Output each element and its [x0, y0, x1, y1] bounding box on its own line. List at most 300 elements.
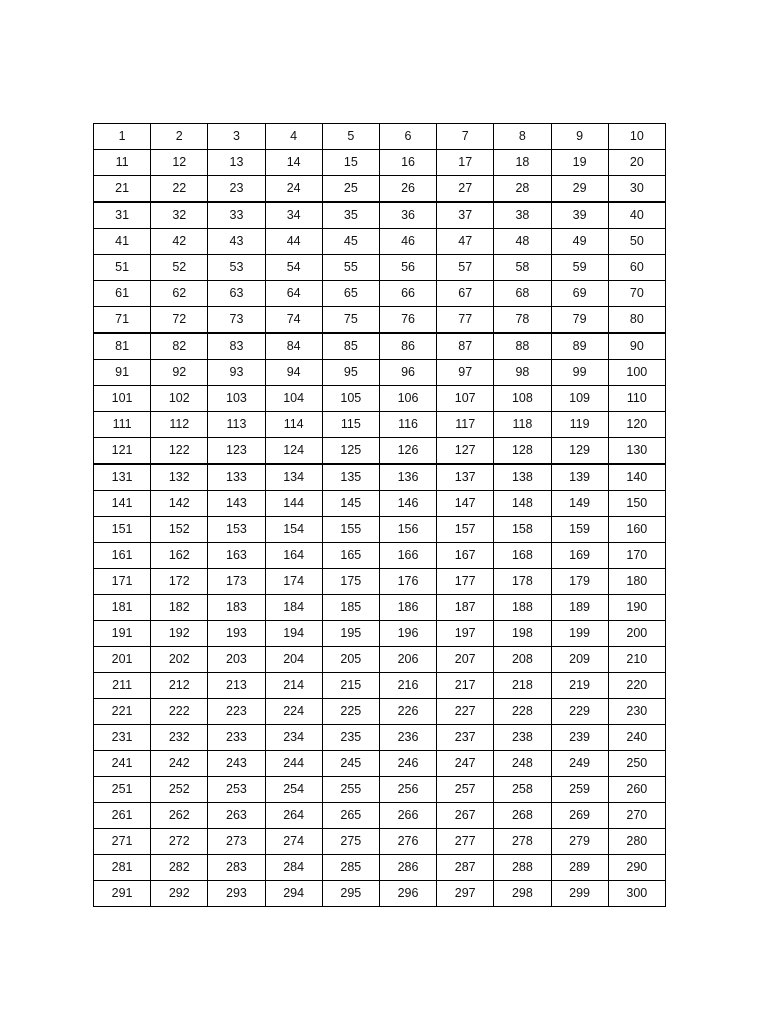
- table-cell: 299: [551, 881, 608, 907]
- table-cell: 223: [208, 699, 265, 725]
- table-cell: 14: [265, 150, 322, 176]
- table-cell: 137: [437, 464, 494, 491]
- table-cell: 38: [494, 202, 551, 229]
- table-cell: 136: [379, 464, 436, 491]
- table-cell: 32: [151, 202, 208, 229]
- table-row: [94, 150, 666, 176]
- table-cell: 92: [151, 360, 208, 386]
- table-cell: 40: [608, 202, 665, 229]
- table-cell: 73: [208, 307, 265, 334]
- table-cell: 250: [608, 751, 665, 777]
- table-cell: 133: [208, 464, 265, 491]
- table-row: [94, 647, 666, 673]
- table-cell: 242: [151, 751, 208, 777]
- table-cell: 142: [151, 491, 208, 517]
- table-cell: 108: [494, 386, 551, 412]
- table-cell: 139: [551, 464, 608, 491]
- table-row: [94, 333, 666, 360]
- table-cell: 54: [265, 255, 322, 281]
- table-cell: 211: [94, 673, 151, 699]
- table-cell: 225: [322, 699, 379, 725]
- table-cell: 114: [265, 412, 322, 438]
- table-cell: 172: [151, 569, 208, 595]
- table-cell: 212: [151, 673, 208, 699]
- table-cell: 17: [437, 150, 494, 176]
- table-row: [94, 699, 666, 725]
- table-cell: 39: [551, 202, 608, 229]
- table-cell: 34: [265, 202, 322, 229]
- table-cell: 236: [379, 725, 436, 751]
- table-row: [94, 386, 666, 412]
- table-cell: 135: [322, 464, 379, 491]
- table-cell: 282: [151, 855, 208, 881]
- table-cell: 291: [94, 881, 151, 907]
- table-cell: 78: [494, 307, 551, 334]
- table-cell: 193: [208, 621, 265, 647]
- table-cell: 125: [322, 438, 379, 465]
- table-cell: 287: [437, 855, 494, 881]
- table-cell: 95: [322, 360, 379, 386]
- table-cell: 7: [437, 124, 494, 150]
- table-row: [94, 307, 666, 334]
- table-cell: 27: [437, 176, 494, 203]
- table-cell: 41: [94, 229, 151, 255]
- table-cell: 200: [608, 621, 665, 647]
- table-row: [94, 595, 666, 621]
- table-cell: 206: [379, 647, 436, 673]
- table-cell: 37: [437, 202, 494, 229]
- table-cell: 235: [322, 725, 379, 751]
- table-row: [94, 777, 666, 803]
- table-cell: 104: [265, 386, 322, 412]
- table-cell: 187: [437, 595, 494, 621]
- table-cell: 107: [437, 386, 494, 412]
- table-row: [94, 673, 666, 699]
- table-row: [94, 491, 666, 517]
- table-cell: 28: [494, 176, 551, 203]
- table-cell: 292: [151, 881, 208, 907]
- table-cell: 239: [551, 725, 608, 751]
- table-cell: 15: [322, 150, 379, 176]
- table-cell: 140: [608, 464, 665, 491]
- table-cell: 12: [151, 150, 208, 176]
- table-cell: 8: [494, 124, 551, 150]
- table-cell: 105: [322, 386, 379, 412]
- table-cell: 154: [265, 517, 322, 543]
- table-cell: 272: [151, 829, 208, 855]
- table-cell: 48: [494, 229, 551, 255]
- table-cell: 99: [551, 360, 608, 386]
- table-cell: 276: [379, 829, 436, 855]
- table-cell: 116: [379, 412, 436, 438]
- table-cell: 112: [151, 412, 208, 438]
- table-cell: 186: [379, 595, 436, 621]
- table-cell: 257: [437, 777, 494, 803]
- table-cell: 103: [208, 386, 265, 412]
- table-cell: 141: [94, 491, 151, 517]
- table-cell: 220: [608, 673, 665, 699]
- table-cell: 158: [494, 517, 551, 543]
- table-row: [94, 621, 666, 647]
- table-cell: 146: [379, 491, 436, 517]
- table-cell: 53: [208, 255, 265, 281]
- table-cell: 249: [551, 751, 608, 777]
- table-cell: 134: [265, 464, 322, 491]
- table-cell: 81: [94, 333, 151, 360]
- table-cell: 59: [551, 255, 608, 281]
- table-cell: 26: [379, 176, 436, 203]
- table-cell: 238: [494, 725, 551, 751]
- table-cell: 132: [151, 464, 208, 491]
- table-cell: 113: [208, 412, 265, 438]
- table-cell: 277: [437, 829, 494, 855]
- table-cell: 97: [437, 360, 494, 386]
- table-cell: 76: [379, 307, 436, 334]
- table-cell: 178: [494, 569, 551, 595]
- table-cell: 50: [608, 229, 665, 255]
- table-cell: 269: [551, 803, 608, 829]
- table-cell: 217: [437, 673, 494, 699]
- table-cell: 64: [265, 281, 322, 307]
- table-cell: 230: [608, 699, 665, 725]
- table-cell: 185: [322, 595, 379, 621]
- table-cell: 188: [494, 595, 551, 621]
- table-cell: 241: [94, 751, 151, 777]
- table-cell: 215: [322, 673, 379, 699]
- table-row: [94, 124, 666, 150]
- table-cell: 254: [265, 777, 322, 803]
- table-cell: 10: [608, 124, 665, 150]
- table-cell: 79: [551, 307, 608, 334]
- table-cell: 232: [151, 725, 208, 751]
- table-cell: 285: [322, 855, 379, 881]
- table-cell: 196: [379, 621, 436, 647]
- table-cell: 222: [151, 699, 208, 725]
- table-cell: 240: [608, 725, 665, 751]
- table-cell: 44: [265, 229, 322, 255]
- table-cell: 149: [551, 491, 608, 517]
- table-row: [94, 229, 666, 255]
- table-row: [94, 202, 666, 229]
- table-row: [94, 751, 666, 777]
- table-cell: 244: [265, 751, 322, 777]
- table-cell: 179: [551, 569, 608, 595]
- table-cell: 224: [265, 699, 322, 725]
- table-cell: 168: [494, 543, 551, 569]
- table-cell: 88: [494, 333, 551, 360]
- table-cell: 184: [265, 595, 322, 621]
- table-cell: 245: [322, 751, 379, 777]
- table-cell: 52: [151, 255, 208, 281]
- table-cell: 6: [379, 124, 436, 150]
- table-cell: 279: [551, 829, 608, 855]
- table-cell: 252: [151, 777, 208, 803]
- table-cell: 66: [379, 281, 436, 307]
- table-cell: 128: [494, 438, 551, 465]
- table-cell: 289: [551, 855, 608, 881]
- table-cell: 189: [551, 595, 608, 621]
- table-row: [94, 543, 666, 569]
- table-cell: 286: [379, 855, 436, 881]
- table-cell: 35: [322, 202, 379, 229]
- table-cell: 270: [608, 803, 665, 829]
- table-cell: 202: [151, 647, 208, 673]
- table-row: [94, 569, 666, 595]
- table-cell: 192: [151, 621, 208, 647]
- table-cell: 93: [208, 360, 265, 386]
- table-cell: 11: [94, 150, 151, 176]
- table-cell: 251: [94, 777, 151, 803]
- table-cell: 273: [208, 829, 265, 855]
- table-row: [94, 412, 666, 438]
- table-cell: 5: [322, 124, 379, 150]
- table-cell: 205: [322, 647, 379, 673]
- table-cell: 166: [379, 543, 436, 569]
- table-cell: 119: [551, 412, 608, 438]
- table-cell: 9: [551, 124, 608, 150]
- table-cell: 102: [151, 386, 208, 412]
- table-cell: 167: [437, 543, 494, 569]
- table-cell: 62: [151, 281, 208, 307]
- table-cell: 169: [551, 543, 608, 569]
- table-cell: 259: [551, 777, 608, 803]
- table-cell: 75: [322, 307, 379, 334]
- table-cell: 30: [608, 176, 665, 203]
- table-cell: 174: [265, 569, 322, 595]
- table-cell: 201: [94, 647, 151, 673]
- table-cell: 98: [494, 360, 551, 386]
- number-table: [93, 123, 666, 907]
- table-cell: 177: [437, 569, 494, 595]
- table-cell: 46: [379, 229, 436, 255]
- table-cell: 143: [208, 491, 265, 517]
- table-cell: 20: [608, 150, 665, 176]
- table-cell: 25: [322, 176, 379, 203]
- table-cell: 219: [551, 673, 608, 699]
- table-cell: 170: [608, 543, 665, 569]
- table-cell: 109: [551, 386, 608, 412]
- table-cell: 181: [94, 595, 151, 621]
- table-cell: 268: [494, 803, 551, 829]
- table-cell: 294: [265, 881, 322, 907]
- table-cell: 197: [437, 621, 494, 647]
- table-cell: 70: [608, 281, 665, 307]
- table-cell: 298: [494, 881, 551, 907]
- table-cell: 221: [94, 699, 151, 725]
- table-cell: 74: [265, 307, 322, 334]
- table-cell: 300: [608, 881, 665, 907]
- table-cell: 256: [379, 777, 436, 803]
- table-cell: 266: [379, 803, 436, 829]
- table-cell: 131: [94, 464, 151, 491]
- table-cell: 122: [151, 438, 208, 465]
- table-cell: 293: [208, 881, 265, 907]
- table-cell: 72: [151, 307, 208, 334]
- table-cell: 36: [379, 202, 436, 229]
- table-cell: 199: [551, 621, 608, 647]
- table-cell: 171: [94, 569, 151, 595]
- table-cell: 182: [151, 595, 208, 621]
- table-row: [94, 464, 666, 491]
- table-cell: 96: [379, 360, 436, 386]
- table-cell: 190: [608, 595, 665, 621]
- table-cell: 152: [151, 517, 208, 543]
- table-cell: 160: [608, 517, 665, 543]
- table-cell: 176: [379, 569, 436, 595]
- table-cell: 150: [608, 491, 665, 517]
- table-cell: 67: [437, 281, 494, 307]
- table-cell: 65: [322, 281, 379, 307]
- table-cell: 204: [265, 647, 322, 673]
- table-cell: 297: [437, 881, 494, 907]
- table-cell: 203: [208, 647, 265, 673]
- table-cell: 111: [94, 412, 151, 438]
- table-cell: 263: [208, 803, 265, 829]
- table-cell: 262: [151, 803, 208, 829]
- table-row: [94, 803, 666, 829]
- table-cell: 283: [208, 855, 265, 881]
- table-cell: 101: [94, 386, 151, 412]
- table-cell: 288: [494, 855, 551, 881]
- table-cell: 19: [551, 150, 608, 176]
- table-cell: 22: [151, 176, 208, 203]
- table-cell: 265: [322, 803, 379, 829]
- table-cell: 18: [494, 150, 551, 176]
- table-cell: 155: [322, 517, 379, 543]
- table-cell: 106: [379, 386, 436, 412]
- table-cell: 243: [208, 751, 265, 777]
- table-cell: 258: [494, 777, 551, 803]
- table-cell: 55: [322, 255, 379, 281]
- table-cell: 147: [437, 491, 494, 517]
- table-cell: 261: [94, 803, 151, 829]
- table-cell: 237: [437, 725, 494, 751]
- table-cell: 274: [265, 829, 322, 855]
- table-cell: 117: [437, 412, 494, 438]
- table-cell: 278: [494, 829, 551, 855]
- table-cell: 281: [94, 855, 151, 881]
- table-cell: 234: [265, 725, 322, 751]
- table-cell: 129: [551, 438, 608, 465]
- table-cell: 56: [379, 255, 436, 281]
- table-cell: 42: [151, 229, 208, 255]
- table-cell: 126: [379, 438, 436, 465]
- table-cell: 89: [551, 333, 608, 360]
- table-cell: 233: [208, 725, 265, 751]
- table-cell: 159: [551, 517, 608, 543]
- table-cell: 33: [208, 202, 265, 229]
- table-cell: 124: [265, 438, 322, 465]
- table-cell: 195: [322, 621, 379, 647]
- table-row: [94, 360, 666, 386]
- table-cell: 29: [551, 176, 608, 203]
- table-cell: 1: [94, 124, 151, 150]
- table-cell: 161: [94, 543, 151, 569]
- table-cell: 43: [208, 229, 265, 255]
- table-cell: 60: [608, 255, 665, 281]
- table-cell: 208: [494, 647, 551, 673]
- table-cell: 247: [437, 751, 494, 777]
- table-cell: 275: [322, 829, 379, 855]
- table-cell: 145: [322, 491, 379, 517]
- table-cell: 13: [208, 150, 265, 176]
- table-row: [94, 881, 666, 907]
- table-cell: 290: [608, 855, 665, 881]
- table-cell: 80: [608, 307, 665, 334]
- table-cell: 120: [608, 412, 665, 438]
- table-cell: 23: [208, 176, 265, 203]
- table-cell: 21: [94, 176, 151, 203]
- table-cell: 2: [151, 124, 208, 150]
- table-cell: 198: [494, 621, 551, 647]
- table-cell: 216: [379, 673, 436, 699]
- table-cell: 123: [208, 438, 265, 465]
- table-cell: 227: [437, 699, 494, 725]
- table-cell: 57: [437, 255, 494, 281]
- table-cell: 4: [265, 124, 322, 150]
- table-row: [94, 829, 666, 855]
- table-row: [94, 517, 666, 543]
- table-cell: 130: [608, 438, 665, 465]
- table-cell: 86: [379, 333, 436, 360]
- table-cell: 209: [551, 647, 608, 673]
- table-cell: 69: [551, 281, 608, 307]
- table-cell: 228: [494, 699, 551, 725]
- table-cell: 16: [379, 150, 436, 176]
- table-cell: 229: [551, 699, 608, 725]
- table-cell: 280: [608, 829, 665, 855]
- table-cell: 180: [608, 569, 665, 595]
- table-cell: 49: [551, 229, 608, 255]
- table-cell: 231: [94, 725, 151, 751]
- table-cell: 121: [94, 438, 151, 465]
- table-cell: 115: [322, 412, 379, 438]
- table-cell: 295: [322, 881, 379, 907]
- table-cell: 151: [94, 517, 151, 543]
- table-cell: 90: [608, 333, 665, 360]
- table-cell: 163: [208, 543, 265, 569]
- table-cell: 175: [322, 569, 379, 595]
- table-cell: 296: [379, 881, 436, 907]
- table-row: [94, 438, 666, 465]
- table-cell: 45: [322, 229, 379, 255]
- table-row: [94, 255, 666, 281]
- table-cell: 83: [208, 333, 265, 360]
- table-cell: 214: [265, 673, 322, 699]
- table-cell: 68: [494, 281, 551, 307]
- number-table-body: [94, 124, 666, 907]
- table-cell: 77: [437, 307, 494, 334]
- table-cell: 164: [265, 543, 322, 569]
- table-cell: 226: [379, 699, 436, 725]
- table-cell: 63: [208, 281, 265, 307]
- table-row: [94, 855, 666, 881]
- table-cell: 84: [265, 333, 322, 360]
- table-cell: 94: [265, 360, 322, 386]
- table-cell: 31: [94, 202, 151, 229]
- table-cell: 218: [494, 673, 551, 699]
- table-cell: 248: [494, 751, 551, 777]
- table-cell: 153: [208, 517, 265, 543]
- table-cell: 100: [608, 360, 665, 386]
- table-cell: 110: [608, 386, 665, 412]
- table-cell: 255: [322, 777, 379, 803]
- table-cell: 260: [608, 777, 665, 803]
- table-cell: 173: [208, 569, 265, 595]
- table-cell: 51: [94, 255, 151, 281]
- table-cell: 156: [379, 517, 436, 543]
- table-row: [94, 176, 666, 203]
